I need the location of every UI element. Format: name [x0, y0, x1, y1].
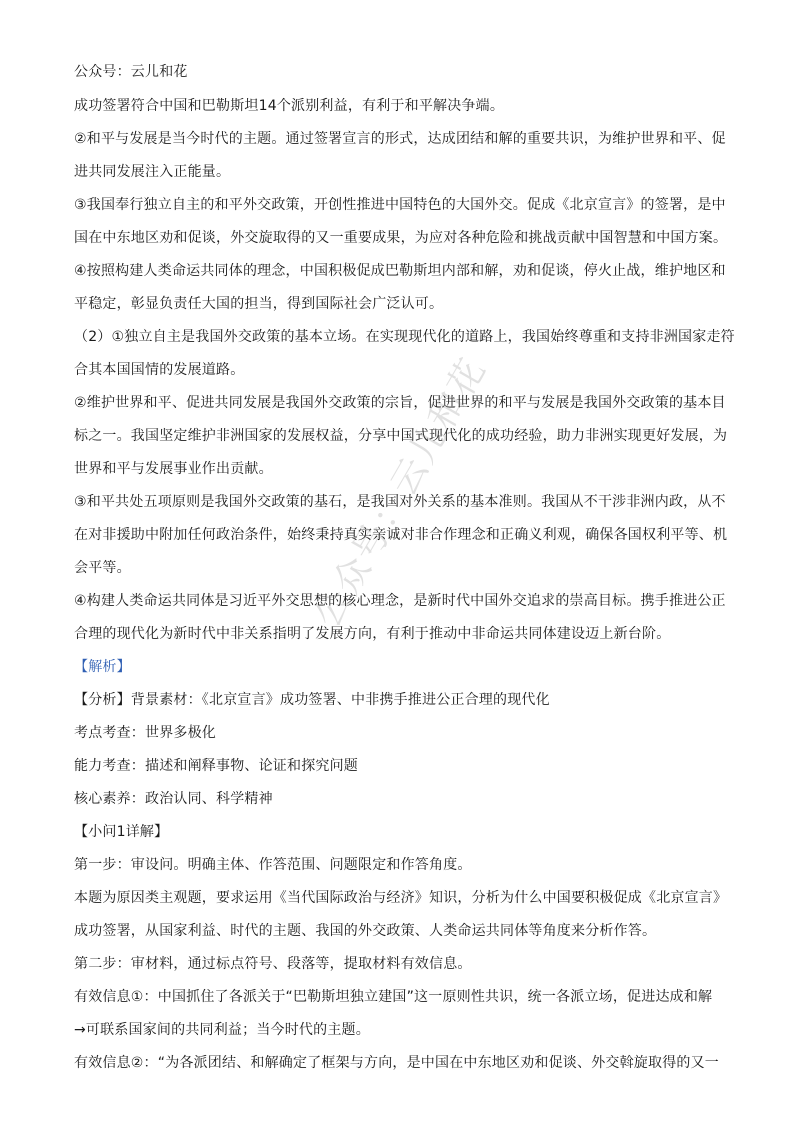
paragraph-line: ②和平与发展是当今时代的主题。通过签署宣言的形式，达成团结和解的重要共识，为维护世界和平、促 — [74, 131, 726, 147]
paragraph-line: 在对非援助中附加任何政治条件，始终秉持真实亲诚对非合作理念和正确义利观，确保各国权利平等、机 — [74, 527, 728, 543]
section-heading-q1: 【小问1详解】 — [74, 824, 169, 840]
paragraph-line: ④构建人类命运共同体是习近平外交思想的核心理念，是新时代中国外交追求的崇高目标。携手推进公正 — [74, 593, 726, 609]
paragraph-line: 考点考查：世界多极化 — [74, 725, 216, 741]
paragraph-line: 核心素养：政治认同、科学精神 — [74, 791, 273, 807]
paragraph-line: ③我国奉行独立自主的和平外交政策，开创性推进中国特色的大国外交。促成《北京宣言》的签署，是中 — [74, 197, 726, 213]
paragraph-line: 合其本国国情的发展道路。 — [74, 362, 245, 378]
paragraph-line: ③和平共处五项原则是我国外交政策的基石，是我国对外关系的基本准则。我国从不干涉非洲内政，从不 — [74, 494, 726, 510]
paragraph-line: 【分析】背景素材：《北京宣言》成功签署、中非携手推进公正合理的现代化 — [74, 692, 550, 708]
paragraph-line: 成功签署符合中国和巴勒斯坦14个派别利益，有利于和平解决争端。 — [74, 98, 505, 114]
paragraph-line: 国在中东地区劝和促谈，外交旋取得的又一重要成果，为应对各种危险和挑战贡献中国智慧和中国方案。 — [74, 230, 728, 246]
paragraph-line: →可联系国家间的共同利益；当今时代的主题。 — [74, 1022, 370, 1038]
watermark-text: 公众号：云儿和花 — [306, 350, 495, 635]
paragraph-line: ②维护世界和平、促进共同发展是我国外交政策的宗旨，促进世界的和平与发展是我国外交政策的基本目 — [74, 395, 726, 411]
paragraph-line: 进共同发展注入正能量。 — [74, 164, 231, 180]
paragraph-line: （2）①独立自主是我国外交政策的基本立场。在实现现代化的道路上，我国始终尊重和支持非洲国家走符 — [74, 329, 735, 345]
paragraph-line: 会平等。 — [74, 560, 131, 576]
paragraph-line: 平稳定，彰显负责任大国的担当，得到国际社会广泛认可。 — [74, 296, 444, 312]
paragraph-line: 有效信息①：中国抓住了各派关于“巴勒斯坦独立建国”这一原则性共识，统一各派立场，促进达成和解 — [74, 989, 713, 1005]
paragraph-line: 第二步：审材料，通过标点符号、段落等，提取材料有效信息。 — [74, 956, 472, 972]
paragraph-line: 标之一。我国坚定维护非洲国家的发展权益，分享中国式现代化的成功经验，助力非洲实现更好发展，为 — [74, 428, 728, 444]
paragraph-line: 能力考查：描述和阐释事物、论证和探究问题 — [74, 758, 358, 774]
paragraph-line: 成功签署，从国家利益、时代的主题、我国的外交政策、人类命运共同体等角度来分析作答。 — [74, 923, 657, 939]
paragraph-line: 有效信息②：“为各派团结、和解确定了框架与方向，是中国在中东地区劝和促谈、外交斡旋取得的又一 — [74, 1055, 720, 1071]
header-text: 公众号：云儿和花 — [74, 64, 188, 80]
paragraph-line: 本题为原因类主观题，要求运用《当代国际政治与经济》知识，分析为什么中国要积极促成《北京宣言》 — [74, 890, 728, 906]
section-heading-analysis: 【解析】 — [74, 659, 131, 675]
paragraph-line: ④按照构建人类命运共同体的理念，中国积极促成巴勒斯坦内部和解，劝和促谈，停火止战，维护地区和 — [74, 263, 726, 279]
paragraph-line: 合理的现代化为新时代中非关系指明了发展方向，有利于推动中非命运共同体建设迈上新台阶。 — [74, 626, 671, 642]
paragraph-line: 第一步：审设问。明确主体、作答范围、问题限定和作答角度。 — [74, 857, 472, 873]
paragraph-line: 世界和平与发展事业作出贡献。 — [74, 461, 273, 477]
